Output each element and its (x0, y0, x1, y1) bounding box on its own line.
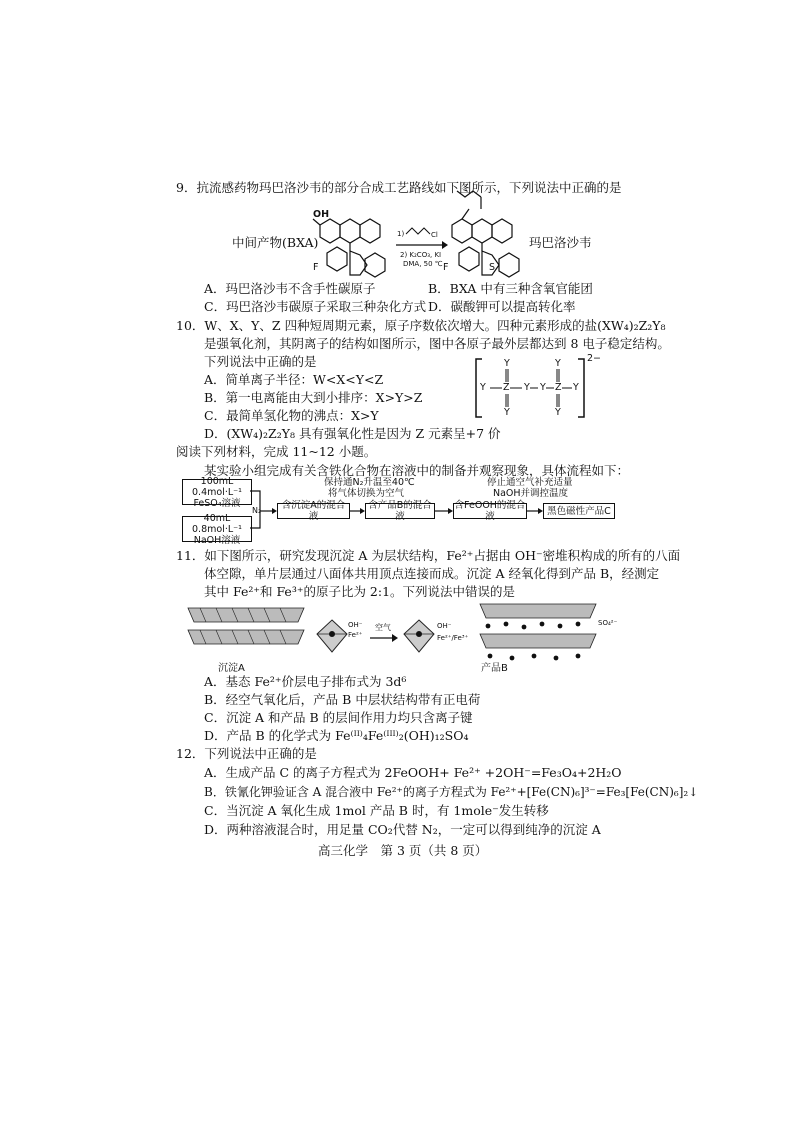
q11-option-d: D．产品 B 的化学式为 Fe⁽ᴵᴵ⁾₄Fe⁽ᴵᴵᴵ⁾₂(OH)₁₂SO₄ (204, 728, 469, 743)
anion-z-2: Z (555, 382, 562, 393)
precipitate-a-layers (186, 600, 306, 660)
q12-option-d: D．两种溶液混合时，用足量 CO₂代替 N₂，一定可以得到纯净的沉淀 A (204, 822, 601, 837)
anion-y-top-1: Y (504, 358, 510, 369)
q10-option-d: D．(XW₄)₂Z₂Y₈ 具有强氧化性是因为 Z 元素呈+7 价 (204, 426, 501, 441)
page-footer: 高三化学 第 3 页（共 8 页） (318, 843, 488, 858)
air-arrow (370, 634, 398, 642)
product-b-layers (478, 598, 598, 664)
q10-stem-2: 是强氧化剂，其阴离子的结构如图所示，图中各原子最外层都达到 8 电子稳定结构。 (204, 336, 670, 351)
q9-bxa-label: 中间产物(BXA) (232, 235, 319, 250)
anion-charge: 2− (587, 353, 602, 364)
octahedron-b (402, 618, 436, 654)
flow-feso4-box (182, 475, 252, 509)
flow-naoh-conc: 40mL 0.8mol·L⁻¹ (192, 512, 242, 535)
flow-naoh-name: NaOH溶液 (193, 534, 241, 546)
q11-stem-2: 体空隙，单片层通过八面体共用顶点连接而成。沉淀 A 经氧化得到产品 B，经测定 (204, 566, 660, 581)
bxa-f-label: F (313, 262, 319, 273)
q11-option-b: B．经空气氧化后，产品 B 中层状结构带有正电荷 (204, 692, 481, 707)
reagent-line-3: DMA, 50 ℃ (403, 260, 443, 268)
reagent-line-2: 2) K₂CO₃, KI (400, 251, 442, 259)
anion-y-top-2: Y (555, 358, 561, 369)
flow-step1-cond-2: 将气体切换为空气 (328, 488, 405, 499)
anion-y-right: Y (573, 382, 579, 393)
q10-stem-1: 10．W、X、Y、Z 四种短周期元素，原子序数依次增大。四种元素形成的盐(XW₄)₂Z₂Y₈ (176, 318, 666, 333)
q11-option-a: A．基态 Fe²⁺价层电子排布式为 3d⁶ (204, 674, 407, 689)
q9-option-a: A．玛巴洛沙韦不含手性碳原子 (204, 281, 376, 296)
anion-z-1: Z (503, 382, 510, 393)
anion-y-mid-2: Y (540, 382, 546, 393)
flow-stage-3: 含FeOOH的混合液 (454, 500, 526, 522)
q12-option-a: A．生成产品 C 的离子方程式为 2FeOOH+ Fe²⁺ +2OH⁻=Fe₃O₄+2H₂O (204, 765, 622, 780)
q12-option-b: B．铁氰化钾验证含 A 混合液中 Fe²⁺的离子方程式为 Fe²⁺+[Fe(CN)₆]³⁻=Fe₃[Fe(CN)₆]₂↓ (204, 785, 699, 799)
anion-y-mid-1: Y (524, 382, 530, 393)
q12-stem: 12．下列说法中正确的是 (176, 746, 317, 761)
q9-option-b: B．BXA 中有三种含氧官能团 (428, 281, 593, 296)
flow-step2-cond-1: 停止通空气补充适量 (487, 477, 573, 488)
octa-b-oh-label: OH⁻ (437, 622, 452, 630)
anion-y-left: Y (480, 382, 486, 393)
flow-n2-label: N₂ (252, 506, 262, 515)
q9-option-c: C．玛巴洛沙韦碳原子采取三种杂化方式 (204, 299, 427, 314)
flow-feso4-name: FeSO₄溶液 (193, 497, 241, 509)
octa-a-oh-label: OH⁻ (348, 621, 363, 629)
octa-a-fe-label: Fe²⁺ (348, 631, 363, 639)
reagent-cl: Cl (431, 231, 438, 239)
flow-stage-4: 黑色磁性产品C (543, 503, 615, 519)
q11-stem-3: 其中 Fe²⁺和 Fe³⁺的原子比为 2:1。下列说法中错误的是 (204, 584, 516, 599)
flow-feso4-conc: 100mL 0.4mol·L⁻¹ (192, 475, 242, 498)
q10-option-c: C．最简单氢化物的沸点：X>Y (204, 408, 379, 423)
product-b-so4-label: SO₄²⁻ (598, 619, 618, 627)
anion-y-bottom-1: Y (504, 407, 510, 418)
q11-stem-1: 11．如下图所示，研究发现沉淀 A 为层状结构，Fe²⁺占据由 OH⁻密堆积构成的所有的八面 (176, 548, 681, 563)
baloxavir-f-label: F (443, 262, 449, 273)
q9-product-label: 玛巴洛沙韦 (529, 235, 592, 250)
octa-b-fe-label: Fe²⁺/Fe³⁺ (437, 634, 469, 642)
q11-option-c: C．沉淀 A 和产品 B 的层间作用力均只含离子键 (204, 710, 473, 725)
q10-option-a: A．简单离子半径：W<X<Y<Z (204, 372, 384, 387)
reading-desc: 某实验小组完成有关含铁化合物在溶液中的制备并观察现象，具体流程如下： (204, 463, 630, 478)
flow-step2-cond-2: NaOH并调控温度 (493, 488, 569, 499)
air-label: 空气 (375, 623, 391, 632)
q9-stem: 9．抗流感药物玛巴洛沙韦的部分合成工艺路线如下图所示，下列说法中正确的是 (176, 180, 622, 195)
q12-option-c: C．当沉淀 A 氧化生成 1mol 产品 B 时，有 1mole⁻发生转移 (204, 803, 549, 818)
flow-naoh-box (182, 512, 252, 546)
q9-option-d: D．碳酸钾可以提高转化率 (428, 299, 576, 314)
octahedron-a (315, 618, 349, 654)
flow-stage-2: 含产品B的混合液 (365, 503, 435, 519)
anion-y-bottom-2: Y (555, 407, 561, 418)
flow-step1-cond-1: 保持通N₂升温至40℃ (324, 477, 415, 488)
precipitate-a-label: 沉淀A (218, 663, 245, 674)
reagent-line-1: 1) (397, 230, 405, 238)
baloxavir-s-label: S (489, 262, 496, 273)
q10-stem-3: 下列说法中正确的是 (204, 354, 317, 369)
baloxavir-structure (437, 187, 527, 282)
q10-option-b: B．第一电离能由大到小排序：X>Y>Z (204, 390, 423, 405)
product-b-label: 产品B (481, 663, 508, 674)
bxa-oh-label: OH (313, 209, 330, 220)
reading-intro: 阅读下列材料，完成 11~12 小题。 (176, 444, 377, 459)
flow-stage-1: 含沉淀A的混合液 (277, 503, 350, 519)
